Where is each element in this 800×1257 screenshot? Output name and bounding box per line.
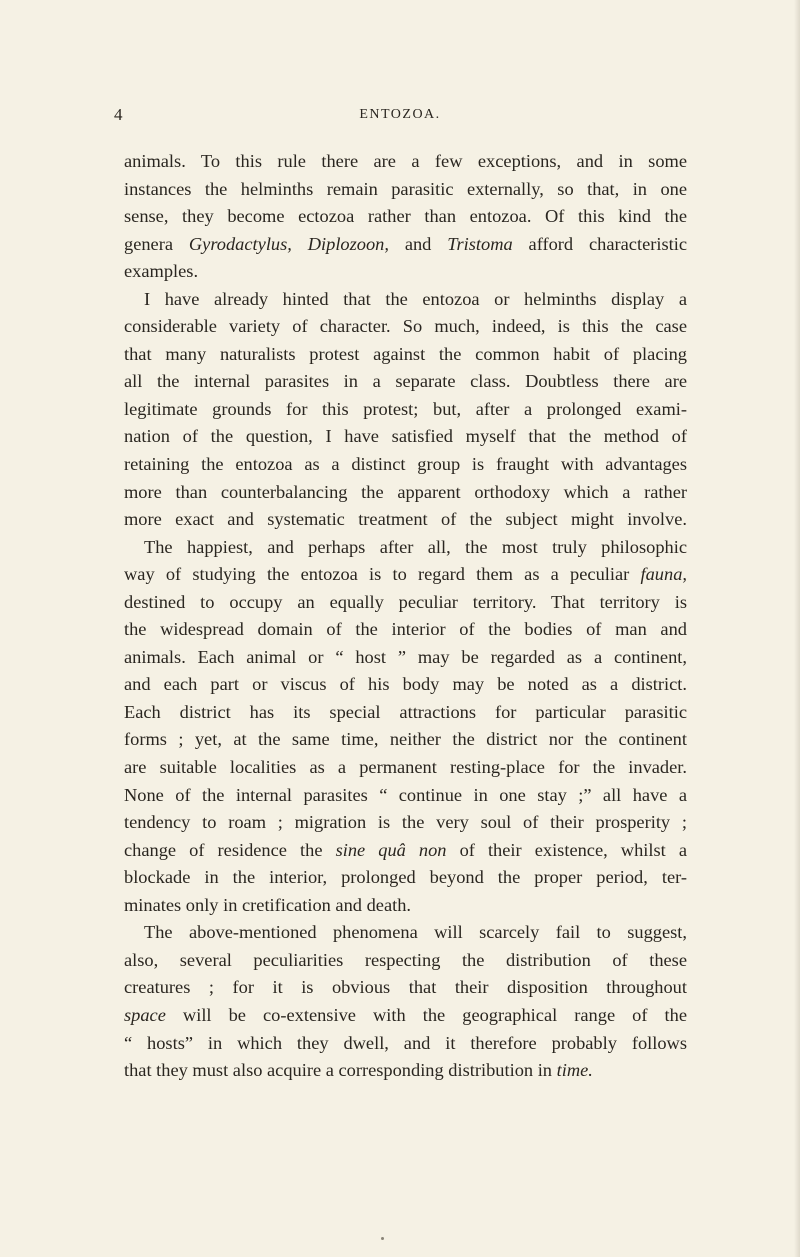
text-line [124, 644, 687, 672]
text-segment: examples. [124, 261, 199, 282]
text-line [124, 671, 687, 699]
italic-text: time. [556, 1060, 593, 1081]
text-line [124, 368, 687, 396]
italic-text: Gyrodactylus, Diplozoon, [188, 233, 389, 254]
text-segment: and each part or viscus of his body may be noted as a district. [124, 674, 687, 695]
text-segment: also, several peculiarities respecting the distribution of these [124, 949, 687, 970]
text-segment: minates only in cretification and death. [124, 894, 412, 915]
text-line [124, 203, 687, 231]
text-segment: nation of the question, I have satisfied myself that the method of [124, 426, 687, 447]
text-line [124, 341, 687, 369]
running-head: ENTOZOA. [359, 107, 441, 122]
text-line [124, 1030, 687, 1058]
text-segment: instances the helminths remain parasitic externally, so that, in one [124, 178, 687, 199]
text-line [124, 616, 687, 644]
italic-text: sine quâ non [335, 839, 447, 860]
italic-text: space [124, 1004, 166, 1025]
text-line [124, 974, 687, 1002]
text-line [124, 782, 687, 810]
body-text [124, 148, 687, 1085]
page-number: 4 [114, 105, 123, 124]
text-segment: “ hosts” in which they dwell, and it therefore probably follows [124, 1032, 687, 1053]
text-segment: I have already hinted that the entozoa or helminths display a [144, 288, 687, 309]
text-line [124, 561, 687, 589]
text-segment: The above-mentioned phenomena will scarcely fail to suggest, [144, 922, 687, 943]
text-segment: will be co-extensive with the geographical range of the [165, 1004, 687, 1025]
italic-text: Tristoma [447, 233, 513, 254]
text-segment: animals. To this rule there are a few exceptions, and in some [124, 151, 687, 171]
text-line [124, 809, 687, 837]
text-segment: Each district has its special attractions for particular parasitic [124, 701, 687, 722]
text-segment: more exact and systematic treatment of the subject might involve. [124, 509, 687, 530]
text-line [124, 837, 687, 865]
text-line [124, 947, 687, 975]
text-line [124, 231, 687, 259]
text-segment: all the internal parasites in a separate class. Doubtless there are [124, 371, 687, 392]
text-line [124, 892, 687, 920]
text-segment: blockade in the interior, prolonged beyond the proper period, ter- [124, 867, 687, 888]
text-segment: that they must also acquire a corresponding distribution in [124, 1060, 557, 1081]
text-segment: sense, they become ectozoa rather than entozoa. Of this kind the [124, 206, 687, 227]
text-segment: genera [124, 233, 189, 254]
text-line [124, 754, 687, 782]
text-segment: considerable variety of character. So much, indeed, is this the case [124, 316, 687, 337]
text-line [124, 699, 687, 727]
text-line [124, 1002, 687, 1030]
text-segment: the widespread domain of the interior of the bodies of man and [124, 619, 687, 640]
text-line [124, 396, 687, 424]
text-segment: retaining the entozoa as a distinct group is fraught with advantages [124, 454, 687, 475]
text-segment: more than counterbalancing the apparent orthodoxy which a rather [124, 481, 687, 502]
text-line [124, 286, 687, 314]
text-segment: tendency to roam ; migration is the very soul of their prosperity ; [124, 812, 687, 833]
text-line [124, 479, 687, 507]
text-line [124, 313, 687, 341]
text-line [124, 176, 687, 204]
text-segment: are suitable localities as a permanent resting-place for the invader. [124, 757, 687, 778]
page-edge-shadow [794, 0, 800, 1257]
text-segment: None of the internal parasites “ continue in one stay ;” all have a [124, 784, 687, 805]
text-segment: animals. Each animal or “ host ” may be regarded as a continent, [124, 646, 687, 667]
text-line [124, 919, 687, 947]
text-line [124, 864, 687, 892]
text-line [124, 726, 687, 754]
text-segment: creatures ; for it is obvious that their disposition throughout [124, 977, 687, 998]
text-segment: destined to occupy an equally peculiar territory. That territory is [124, 591, 687, 612]
text-segment: of their existence, whilst a [446, 839, 687, 860]
text-segment: The happiest, and perhaps after all, the most truly philosophic [144, 536, 687, 557]
text-segment: and [388, 233, 448, 254]
text-line [124, 258, 687, 286]
text-line [124, 451, 687, 479]
italic-text: fauna, [640, 564, 687, 585]
text-segment: that many naturalists protest against the common habit of placing [124, 343, 687, 364]
text-line [124, 506, 687, 534]
text-line [124, 534, 687, 562]
text-line [124, 148, 687, 176]
text-segment: forms ; yet, at the same time, neither the district nor the continent [124, 729, 687, 750]
text-line [124, 1057, 687, 1085]
text-line [124, 589, 687, 617]
paper-speck [381, 1237, 384, 1240]
text-segment: way of studying the entozoa is to regard them as a peculiar [124, 564, 641, 585]
text-line [124, 423, 687, 451]
text-segment: legitimate grounds for this protest; but, after a prolonged exami- [124, 398, 687, 419]
text-segment: change of residence the [124, 839, 336, 860]
text-segment: afford characteristic [512, 233, 688, 254]
